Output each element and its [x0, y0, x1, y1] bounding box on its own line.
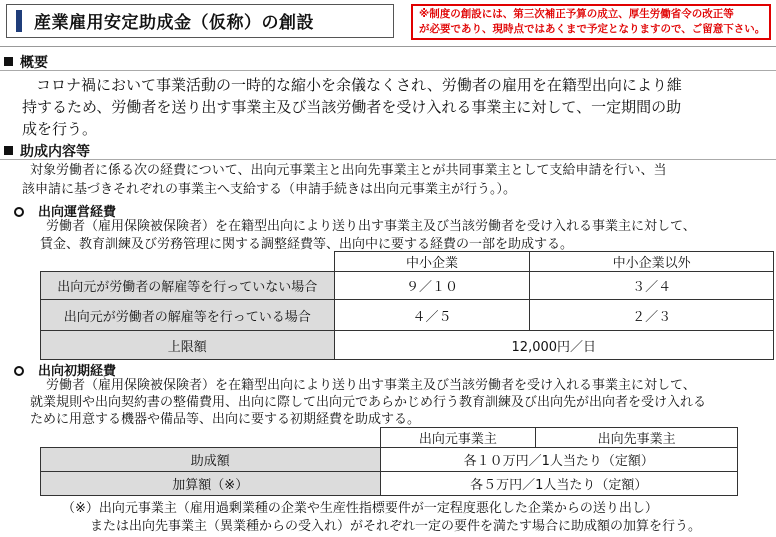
table-row	[41, 331, 774, 360]
col-header-origin: 出向元事業主	[380, 428, 536, 448]
operating-heading: 出向運営経費	[14, 201, 116, 220]
content-text-line1: 対象労働者に係る次の経費について、出向元事業主と出向先事業主とが共同事業主として支給申請を行い、当	[30, 163, 667, 178]
content-underline	[0, 159, 776, 160]
notice-line-2: が必要であり、現時点ではあくまで予定となりますので、ご留意下さい。	[419, 23, 766, 35]
footnote-line-1: （※）出向元事業主（雇用過剰業種の企業や生産性指標要件が一定程度悪化した企業からの送り出し）	[62, 501, 658, 516]
square-bullet-icon	[4, 57, 13, 66]
initial-text-line1: 労働者（雇用保険被保険者）を在籍型出向により送り出す事業主及び当該労働者を受け入れる事業主に対して、	[46, 378, 696, 393]
page-title: 産業雇用安定助成金（仮称）の創設	[34, 13, 314, 33]
operating-text-line2: 賃金、教育訓練及び労務管理に関する調整経費等、出向中に要する経費の一部を助成する。	[40, 237, 574, 252]
overview-underline	[0, 70, 776, 71]
col-header-sme: 中小企業	[334, 252, 530, 272]
notice-line-1: ※制度の創設には、第三次補正予算の成立、厚生労働省令の改正等	[419, 8, 734, 20]
initial-heading: 出向初期経費	[14, 360, 116, 379]
table-row	[41, 272, 774, 300]
limit-label: 上限額	[41, 331, 335, 360]
operating-text-line1: 労働者（雇用保険被保険者）を在籍型出向により送り出す事業主及び当該労働者を受け入れる事業主に対して、	[46, 219, 696, 234]
footnote-line-2: または出向先事業主（異業種からの受入れ）がそれぞれ一定の要件を満たす場合に助成額の加算を行う。	[90, 519, 702, 534]
notice-box	[411, 4, 771, 40]
col-header-destination: 出向先事業主	[536, 428, 738, 448]
circle-bullet-icon	[14, 366, 24, 376]
circle-bullet-icon	[14, 207, 24, 217]
content-text-line2: 該申請に基づきそれぞれの事業主へ支給する（申請手続きは出向元事業主が行う。）。	[22, 182, 517, 197]
row-label: 加算額（※）	[41, 472, 381, 496]
table-row	[41, 472, 738, 496]
col-header-non-sme: 中小企業以外	[530, 252, 774, 272]
overview-text: コロナ禍において事業活動の一時的な縮小を余儀なくされ、労働者の雇用を在籍型出向により維	[36, 76, 682, 94]
limit-value: 12,000円／日	[334, 331, 773, 360]
overview-heading: 概要	[4, 52, 48, 72]
square-bullet-icon	[4, 146, 13, 155]
row-label: 出向元が労働者の解雇等を行っていない場合	[41, 272, 335, 300]
row-value-non-sme: ３／４	[530, 272, 774, 300]
empty-corner-cell	[41, 428, 381, 448]
row-value-non-sme: ２／３	[530, 300, 774, 331]
row-value: 各１０万円／1人当たり（定額）	[380, 448, 737, 472]
table-row	[41, 300, 774, 331]
empty-corner-cell	[41, 252, 335, 272]
initial-text-line2: 就業規則や出向契約書の整備費用、出向に際して出向元であらかじめ行う教育訓練及び出向先が出向者を受け入れる	[30, 395, 707, 410]
table-row	[41, 448, 738, 472]
row-label: 助成額	[41, 448, 381, 472]
row-value-sme: ４／５	[334, 300, 530, 331]
row-value-sme: ９／１０	[334, 272, 530, 300]
content-heading: 助成内容等	[4, 141, 90, 161]
initial-text-line3: ために用意する機器や備品等、出向に要する初期経費を助成する。	[30, 412, 421, 427]
operating-table	[40, 251, 774, 360]
header-divider	[0, 46, 776, 47]
title-accent-bar	[16, 10, 22, 32]
row-value: 各５万円／1人当たり（定額）	[380, 472, 737, 496]
overview-text-line2: 持するため、労働者を送り出す事業主及び当該労働者を受け入れる事業主に対して、一定期間の助 成を行う。	[22, 98, 682, 138]
row-label: 出向元が労働者の解雇等を行っている場合	[41, 300, 335, 331]
initial-table	[40, 427, 738, 496]
